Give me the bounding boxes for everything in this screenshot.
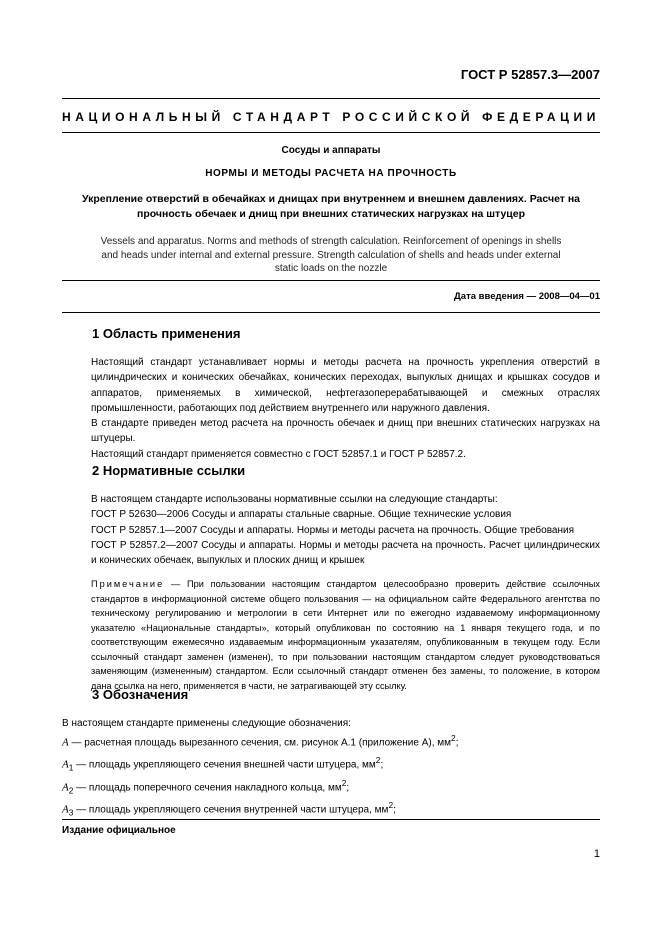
section-2-body (62, 492, 600, 568)
symbol-definition: $A_2$ — площадь поперечного сечения накладного кольца, $мм^2$; (62, 777, 350, 795)
paragraph: Настоящий стандарт применяется совместно с ГОСТ 52857.1 и ГОСТ Р 52857.2. (91, 448, 466, 460)
national-standard-banner: НАЦИОНАЛЬНЫЙ СТАНДАРТ РОССИЙСКОЙ ФЕДЕРАЦИИ (62, 110, 600, 124)
paragraph: В стандарте приведен метод расчета на прочность обечаек и днищ при внешних статических нагрузках на штуцеры. (91, 418, 600, 445)
symbol: A (62, 803, 69, 816)
paragraph: В настоящем стандарте использованы нормативные ссылки на следующие стандарты: (91, 494, 498, 505)
top-rule (62, 98, 600, 99)
date-rule (62, 312, 600, 313)
symbol-description: — площадь укрепляющего сечения внешней части штуцера, мм (73, 759, 376, 771)
symbol-subscript: 1 (68, 762, 74, 773)
unit-superscript: 2 (451, 733, 456, 743)
footer-rule (62, 819, 600, 820)
title-rule (62, 280, 600, 281)
symbol: A (62, 758, 69, 771)
symbol-definition: $A_1$ — площадь укрепляющего сечения внешней части штуцера, $мм^2$; (62, 755, 384, 773)
symbol-subscript: 2 (68, 784, 74, 795)
document-subtitle: Сосуды и аппараты (281, 145, 381, 156)
section-3-heading: 3 Обозначения (92, 687, 189, 702)
banner-rule (62, 132, 600, 133)
symbols-intro: В настоящем стандарте применены следующие обозначения: (62, 718, 351, 729)
introduction-date-value: — 2008—04—01 (526, 291, 600, 302)
unit-superscript: 2 (375, 755, 381, 766)
official-edition-label: Издание официальное (62, 825, 176, 836)
page-number: 1 (593, 848, 600, 860)
section-2-note (62, 577, 600, 693)
note-text: — При пользовании настоящим стандартом целесообразно проверить действие ссылочных стандартов в информационной системе общего пользования — на официальном сайте Федерального агентства по техническому регулированию и метрологии в сети Интернет или по ежегодно издаваемому информационному указателю «Национальные стандарты», который опубликован по состоянию на 1 января текущего года, и по соответствующим ежемесячно издаваемым информационным указателям, опубликованным в текущем году. Если ссылочный стандарт заменен (изменен), то при пользовании настоящим стандартом следует руководствоваться заменяющим (измененным) стандартом. Если ссылочный стандарт отменен без замены, то положение, в котором дана ссылка на него, применяется в части, не затрагивающей эту ссылку. (91, 579, 600, 691)
paragraph: Настоящий стандарт устанавливает нормы и методы расчета на прочность укрепления отверстий в цилиндрических и конических обечайках, конических переходах, выпуклых днищах и крышках сосудов и аппаратов, применяемых в химической, нефтегазоперерабатывающей и смежных отраслях промышленности, работающих под действием внутреннего или наружного давления. (91, 357, 600, 414)
russian-subtitle-line: прочность обечаек и днищ при внешних статических нагрузках на штуцер (136, 208, 525, 220)
reference-item: ГОСТ Р 52857.1—2007 Сосуды и аппараты. Нормы и методы расчета на прочность. Общие требования (91, 524, 574, 536)
note-label: Примечание (91, 579, 165, 589)
reference-item: ГОСТ Р 52630—2006 Сосуды и аппараты стальные сварные. Общие технические условия (91, 509, 512, 521)
document-main-title: НОРМЫ И МЕТОДЫ РАСЧЕТА НА ПРОЧНОСТЬ (205, 168, 457, 179)
english-subtitle-line: static loads on the nozzle (274, 263, 388, 274)
section-1-heading: 1 Область применения (92, 326, 241, 341)
reference-item: ГОСТ Р 52857.2—2007 Сосуды и аппараты. Нормы и методы расчета на прочность. Расчет цилиндрических и конических обечаек, выпуклых и плоских днищ и крышек (91, 539, 600, 567)
russian-subtitle-line: Укрепление отверстий в обечайках и днищах при внутреннем и внешнем давлениях. Расчет на (81, 193, 581, 205)
section-3-body (62, 716, 600, 820)
russian-subtitle (62, 192, 600, 222)
english-subtitle (62, 235, 600, 276)
symbol-subscript: 3 (68, 807, 74, 818)
english-subtitle-line: and heads under internal and external pressure. Strength calculation of shells and heads under external (101, 249, 561, 261)
symbol-definition: $A_3$ — площадь укрепляющего сечения внутренней части штуцера, $мм^2$; (62, 799, 396, 818)
symbol-description: — расчетная площадь вырезанного сечения, см. рисунок А.1 (приложение А), мм (68, 737, 452, 749)
section-2-heading: 2 Нормативные ссылки (92, 463, 246, 478)
introduction-date (62, 291, 600, 302)
symbol-definition: A — расчетная площадь вырезанного сечения, см. рисунок А.1 (приложение А), $мм^2$; (62, 733, 459, 749)
unit-superscript: 2 (388, 799, 394, 810)
introduction-date-label: Дата введения (454, 291, 524, 302)
english-subtitle-line: Vessels and apparatus. Norms and methods of strength calculation. Reinforcement of openings in shells (100, 236, 562, 247)
doc-number: ГОСТ Р 52857.3—2007 (460, 67, 600, 82)
symbol: A (62, 736, 69, 749)
symbol-description: — площадь укрепляющего сечения внутренней части штуцера, мм (73, 804, 389, 816)
symbol-description: — площадь поперечного сечения накладного кольца, мм (73, 781, 342, 793)
section-1-body (62, 355, 600, 462)
unit-superscript: 2 (341, 777, 347, 788)
symbol: A (62, 780, 69, 793)
